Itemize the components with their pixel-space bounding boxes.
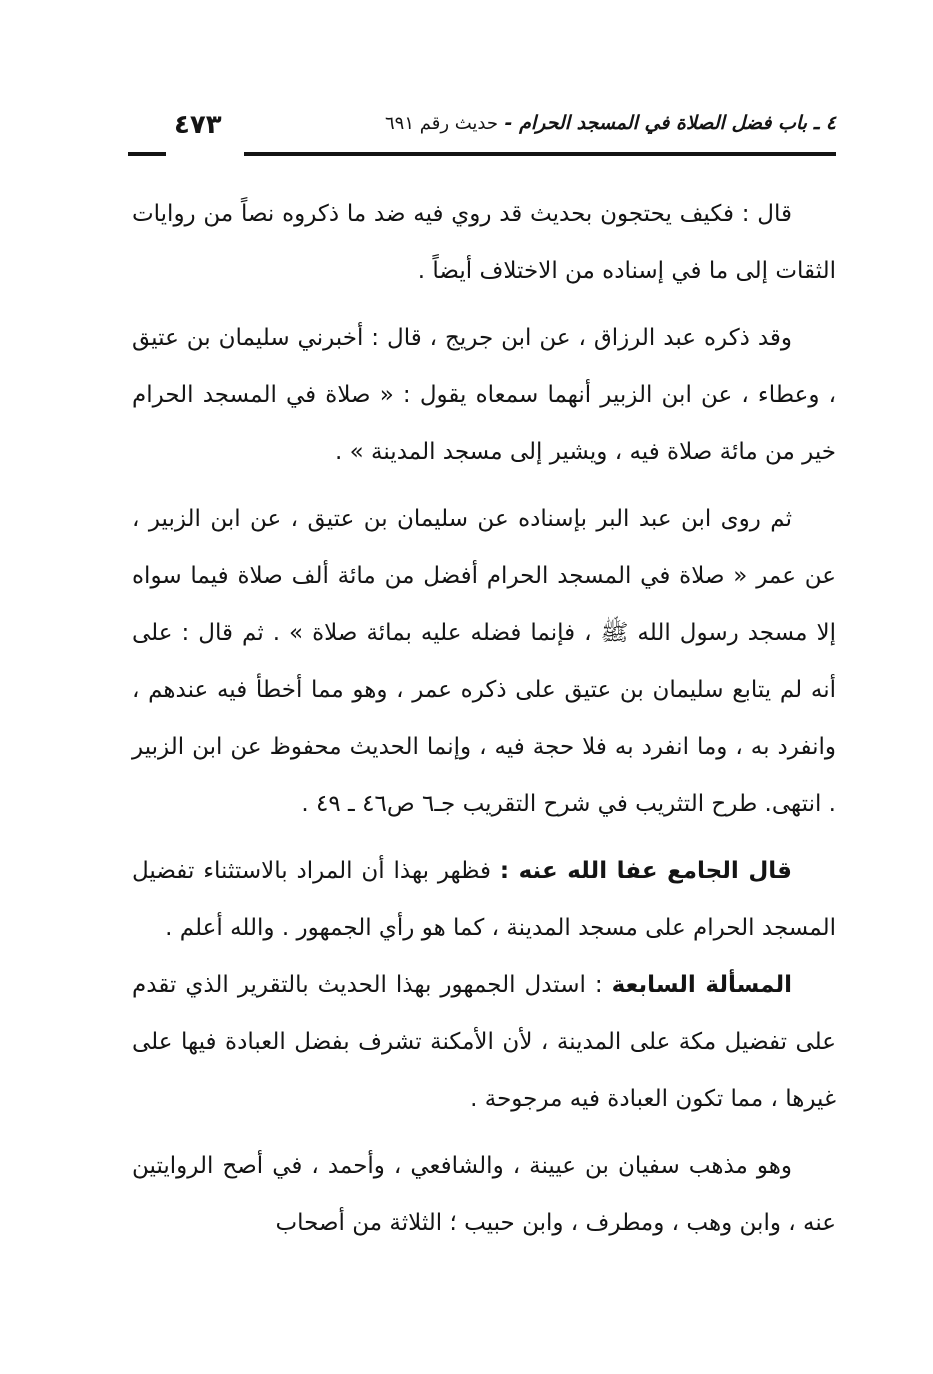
paragraph-text: ثم روى ابن عبد البر بإسناده عن سليمان بن عتيق ، عن ابن الزبير ، عن عمر « صلاة في المسجد الحرام أفضل من مائة ألف صلاة فيما سواه إلا مسجد رسول الله ﷺ ، فإنما فضله عليه بمائة صلاة » . ثم قال : على أنه لم يتابع سليمان بن عتيق على ذكره عمر ، وهو مما أخطأ فيه عندهم ، وانفرد به ، وما انفرد به فلا حجة فيه ، وإنما الحديث محفوظ عن ابن الزبير . انتهى. طرح التثريب في شرح التقريب جـ٦ ص٤٦ ـ ٤٩ . [132,506,836,817]
running-head [385,112,836,134]
paragraph-lead: قال الجامع عفا الله عنه : [499,858,792,884]
paragraph-text: فظهر بهذا أن المراد بالاستثناء تفضيل المسجد الحرام على مسجد المدينة ، كما هو رأي الجمهور . والله أعلم . [132,858,836,941]
paragraph-lead: المسألة السابعة [611,972,792,998]
header-separator: - [498,112,520,134]
paragraph [132,957,836,1128]
paragraph-text: وقد ذكره عبد الرزاق ، عن ابن جريج ، قال : أخبرني سليمان بن عتيق ، وعطاء ، عن ابن الزبير أنهما سمعاه يقول : « صلاة في المسجد الحرام خير من مائة صلاة فيه ، ويشير إلى مسجد المدينة » . [132,325,836,465]
page-number: ٤٧٣ [174,110,222,140]
paragraph [132,843,836,957]
paragraph [132,1138,836,1252]
paragraph [132,491,836,833]
header-rule [244,152,836,156]
paragraph-text: : استدل الجمهور بهذا الحديث بالتقرير الذي تقدم على تفضيل مكة على المدينة ، لأن الأمكنة تشرف بفضل العبادة فيها على غيرها ، مما تكون العبادة فيه مرجوحة . [132,972,836,1112]
page-header [128,110,836,160]
paragraph [132,186,836,300]
page-number-rule [128,152,166,156]
paragraph-text: وهو مذهب سفيان بن عيينة ، والشافعي ، وأحمد ، في أصح الروايتين عنه ، وابن وهب ، ومطرف ، وابن حبيب ؛ الثلاثة من أصحاب [132,1153,836,1236]
paragraph-text: قال : فكيف يحتجون بحديث قد روي فيه ضد ما ذكروه نصاً من روايات الثقات إلى ما في إسناده من الاختلاف أيضاً . [132,201,836,284]
paragraph [132,310,836,481]
chapter-title: ٤ ـ باب فضل الصلاة في المسجد الحرام [519,112,836,134]
body-text [132,186,836,1262]
hadith-reference: حديث رقم ٦٩١ [385,113,499,134]
